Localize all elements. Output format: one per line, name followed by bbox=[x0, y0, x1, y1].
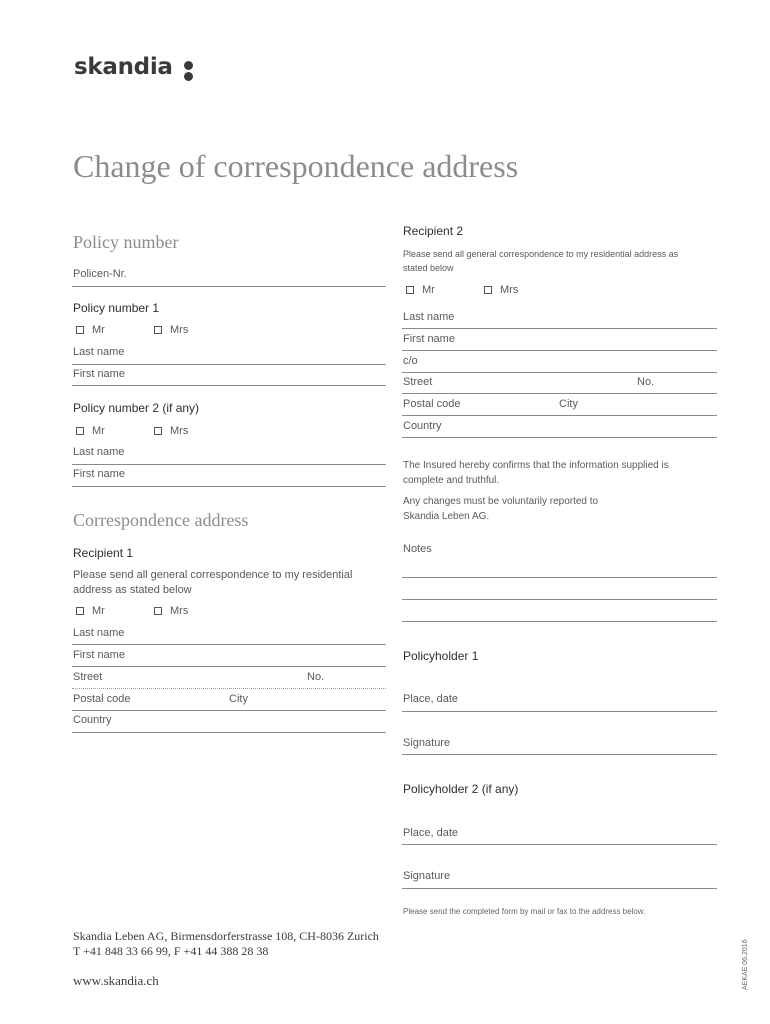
recipient2-mr-label: Mr bbox=[422, 284, 435, 296]
recipient-1-heading: Recipient 1 bbox=[73, 546, 134, 560]
recipient-2-heading: Recipient 2 bbox=[403, 224, 464, 238]
footer-phone-fax: T +41 848 33 66 99, F +41 44 388 28 38 bbox=[73, 944, 269, 958]
confirmation-text bbox=[403, 458, 718, 488]
recipient2-first-name-label: First name bbox=[403, 333, 455, 345]
holder1-mr-label: Mr bbox=[92, 324, 105, 336]
recipient2-co-field[interactable] bbox=[402, 372, 717, 373]
recipient2-last-name-label: Last name bbox=[403, 311, 455, 323]
skandia-logo: skandia bbox=[74, 54, 173, 80]
recipient1-country-label: Country bbox=[73, 714, 112, 726]
recipient-1-instruction bbox=[73, 568, 387, 598]
recipient2-postal-code-field[interactable] bbox=[402, 415, 717, 416]
reporting-line-2: Skandia Leben AG. bbox=[403, 511, 490, 522]
recipient1-last-name-field[interactable] bbox=[72, 644, 386, 645]
holder2-last-name-label: Last name bbox=[73, 446, 125, 458]
holder2-mr-label: Mr bbox=[92, 425, 105, 437]
recipient2-city-label: City bbox=[559, 398, 578, 410]
recipient1-first-name-field[interactable] bbox=[72, 666, 386, 667]
recipient-2-instruction-line-1: Please send all general correspondence to my residential address as bbox=[403, 249, 679, 259]
notes-line-2[interactable] bbox=[402, 599, 717, 600]
holder1-signature-field[interactable] bbox=[402, 754, 717, 755]
holder2-signature-label: Signature bbox=[403, 870, 451, 882]
notes-label: Notes bbox=[403, 543, 432, 555]
recipient2-no-label: No. bbox=[637, 376, 655, 388]
recipient1-mr-checkbox[interactable] bbox=[76, 607, 84, 615]
holder2-mr-checkbox[interactable] bbox=[76, 427, 84, 435]
holder2-first-name-label: First name bbox=[73, 468, 125, 480]
recipient-2-instruction-line-2: stated below bbox=[403, 263, 454, 273]
recipient-1-instruction-line-2: address as stated below bbox=[73, 584, 192, 596]
reporting-line-1: Any changes must be voluntarily reported to bbox=[403, 496, 599, 507]
recipient1-postal-code-field[interactable] bbox=[72, 710, 386, 711]
holder1-signature-label: Signature bbox=[403, 737, 451, 749]
policy-number-label: Policen-Nr. bbox=[73, 268, 127, 280]
notes-line-1[interactable] bbox=[402, 577, 717, 578]
holder2-mrs-checkbox[interactable] bbox=[154, 427, 162, 435]
recipient2-mrs-label: Mrs bbox=[500, 284, 519, 296]
recipient1-street-label: Street bbox=[73, 671, 103, 683]
holder1-last-name-field[interactable] bbox=[72, 364, 386, 365]
recipient2-last-name-field[interactable] bbox=[402, 328, 717, 329]
recipient2-first-name-field[interactable] bbox=[402, 350, 717, 351]
holder2-signature-field[interactable] bbox=[402, 888, 717, 889]
holder1-place-date-field[interactable] bbox=[402, 711, 717, 712]
holder2-place-date-label: Place, date bbox=[403, 827, 459, 839]
recipient-1-instruction-line-1: Please send all general correspondence to my residential bbox=[73, 569, 353, 581]
recipient1-postal-code-label: Postal code bbox=[73, 693, 131, 705]
reporting-text bbox=[403, 494, 718, 524]
holder1-mr-checkbox[interactable] bbox=[76, 326, 84, 334]
footer-website[interactable]: www.skandia.ch bbox=[73, 973, 159, 988]
confirmation-line-1: The Insured hereby confirms that the information supplied is bbox=[403, 460, 669, 471]
recipient-2-instruction bbox=[403, 247, 717, 275]
holder1-first-name-field[interactable] bbox=[72, 385, 386, 386]
page-title: Change of correspondence address bbox=[73, 148, 519, 184]
send-note: Please send the completed form by mail or fax to the address below. bbox=[403, 907, 646, 916]
recipient1-no-label: No. bbox=[307, 671, 325, 683]
holder2-first-name-field[interactable] bbox=[72, 486, 386, 487]
recipient1-city-label: City bbox=[229, 693, 248, 705]
recipient2-postal-code-label: Postal code bbox=[403, 398, 461, 410]
logo-dots-icon bbox=[184, 61, 194, 81]
recipient1-mrs-label: Mrs bbox=[170, 605, 189, 617]
recipient2-street-field[interactable] bbox=[402, 393, 717, 394]
holder2-last-name-field[interactable] bbox=[72, 464, 386, 465]
recipient1-mr-label: Mr bbox=[92, 605, 105, 617]
recipient1-mrs-checkbox[interactable] bbox=[154, 607, 162, 615]
confirmation-line-2: complete and truthful. bbox=[403, 475, 500, 486]
recipient1-last-name-label: Last name bbox=[73, 627, 125, 639]
recipient1-country-field[interactable] bbox=[72, 732, 386, 733]
recipient2-mr-checkbox[interactable] bbox=[406, 286, 414, 294]
correspondence-address-heading: Correspondence address bbox=[73, 510, 249, 530]
holder2-mrs-label: Mrs bbox=[170, 425, 189, 437]
recipient1-street-field[interactable] bbox=[72, 688, 386, 689]
policy-number-1-heading: Policy number 1 bbox=[73, 301, 160, 315]
holder1-mrs-checkbox[interactable] bbox=[154, 326, 162, 334]
holder1-mrs-label: Mrs bbox=[170, 324, 189, 336]
recipient2-street-label: Street bbox=[403, 376, 433, 388]
policy-number-2-heading: Policy number 2 (if any) bbox=[73, 401, 200, 415]
recipient1-first-name-label: First name bbox=[73, 649, 125, 661]
holder1-last-name-label: Last name bbox=[73, 346, 125, 358]
policy-number-heading: Policy number bbox=[73, 232, 179, 252]
notes-line-3[interactable] bbox=[402, 621, 717, 622]
recipient2-country-label: Country bbox=[403, 420, 442, 432]
policy-number-field[interactable] bbox=[72, 286, 386, 287]
policyholder-2-heading: Policyholder 2 (if any) bbox=[403, 782, 519, 796]
recipient2-country-field[interactable] bbox=[402, 437, 717, 438]
footer-address: Skandia Leben AG, Birmensdorferstrasse 108, CH-8036 Zurich bbox=[73, 929, 379, 943]
holder2-place-date-field[interactable] bbox=[402, 844, 717, 845]
holder1-first-name-label: First name bbox=[73, 368, 125, 380]
form-code: AEKAE 06.2016 bbox=[742, 939, 749, 990]
holder1-place-date-label: Place, date bbox=[403, 693, 459, 705]
recipient2-mrs-checkbox[interactable] bbox=[484, 286, 492, 294]
recipient2-co-label: c/o bbox=[403, 355, 418, 367]
policyholder-1-heading: Policyholder 1 bbox=[403, 649, 479, 663]
